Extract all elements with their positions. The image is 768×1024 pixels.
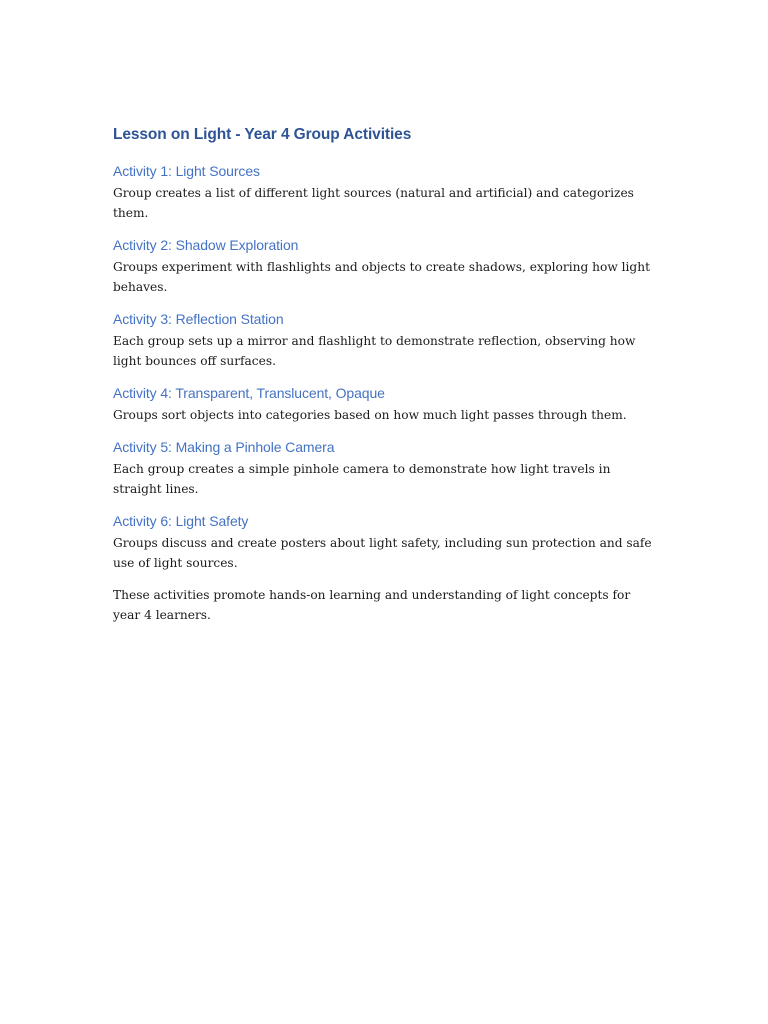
activity-heading: Activity 5: Making a Pinhole Camera [113, 439, 335, 455]
activity-description: Group creates a list of different light sources (natural and artificial) and categorizes them. [113, 186, 634, 220]
activity-heading: Activity 2: Shadow Exploration [113, 237, 299, 253]
activity-description: Each group sets up a mirror and flashlight to demonstrate reflection, observing how light bounces off surfaces. [113, 334, 636, 368]
activity-section-1 [113, 161, 653, 223]
activity-heading: Activity 1: Light Sources [113, 163, 260, 179]
activity-heading: Activity 6: Light Safety [113, 513, 249, 529]
document-page [113, 124, 653, 625]
activity-description: Each group creates a simple pinhole camera to demonstrate how light travels in straight lines. [113, 462, 611, 496]
activity-section-3 [113, 309, 653, 371]
activity-heading: Activity 3: Reflection Station [113, 311, 284, 327]
closing-paragraph: These activities promote hands-on learning and understanding of light concepts for year 4 learners. [113, 588, 631, 622]
activity-section-6 [113, 511, 653, 573]
activity-section-5 [113, 437, 653, 499]
document-title: Lesson on Light - Year 4 Group Activities [113, 126, 412, 143]
activity-section-2 [113, 235, 653, 297]
activity-section-4 [113, 383, 653, 425]
activity-heading: Activity 4: Transparent, Translucent, Opaque [113, 385, 385, 401]
activity-description: Groups sort objects into categories based on how much light passes through them. [113, 408, 627, 422]
activity-description: Groups experiment with flashlights and objects to create shadows, exploring how light behaves. [113, 260, 650, 294]
activity-description: Groups discuss and create posters about light safety, including sun protection and safe use of light sources. [113, 536, 652, 570]
